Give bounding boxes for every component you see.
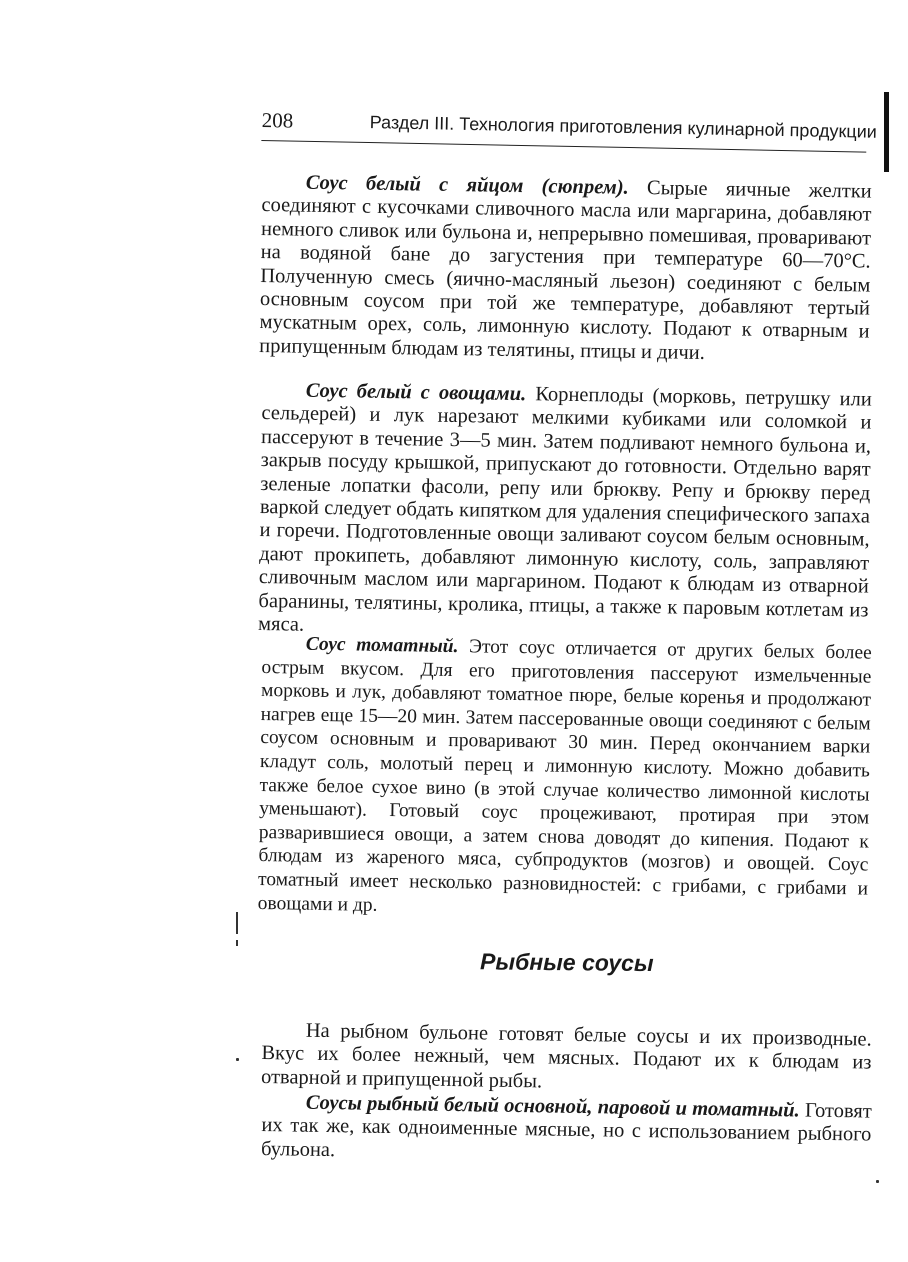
section-heading: Рыбные соусы (479, 948, 654, 977)
scan-edge-mark (884, 92, 889, 172)
scan-margin-mark (236, 912, 238, 934)
paragraph-sauce-tomato (258, 632, 872, 925)
page-number: 208 (261, 108, 294, 133)
paragraph-body: Сырые яичные желтки соединяют с кусочками сливочного масла или маргарина, добавляют немного сливок или бульона и, непрерывно помешивая, проваривают на водяной бане до загустения при температуре 60—70°С. Полученную смесь (яично-масляный льезон) соединяют с белым основным соусом при той же температуре, добавляют тертый мускатным орех, соль, лимонную кислоту. Подают к отварным и припущенным блюдам из телятины, птицы и дичи. (259, 176, 872, 364)
paragraph-title: Соус томатный. (305, 633, 459, 657)
scan-margin-mark (236, 940, 238, 946)
running-head: Раздел III. Технология приготовления кулинарной продукции (369, 112, 878, 142)
paragraph-body: Этот соус отличается от других белых более острым вкусом. Для его приготовления пассеруют измельченные морковь и лук, добавляют томатное пюре, белые коренья и продолжают нагрев еще 15—20 мин. Затем пассерованные овощи соединяют с белым соусом основным и проваривают 30 мин. Перед окончанием варки кладут соль, молотый перец и лимонную кислоту. Можно добавить также белое сухое вино (в этой случае количество лимонной кислоты уменьшают). Готовый соус процеживают, протирая при этом разварившиеся овощи, а затем снова доводят до кипения. Подают к блюдам из жареного мяса, субпродуктов (мозгов) и овощей. Соус томатный имеет несколько разновидностей: с грибами, с грибами и овощами и др. (257, 635, 872, 915)
paragraph-title: Соусы рыбный белый основной, паровой и томатный. (305, 1091, 800, 1121)
paragraph-body: На рыбном бульоне готовят белые соусы и их производные. Вкус их более нежный, чем мясных. Подают их к блюдам из отварной и припущенной рыбы. (260, 1019, 872, 1092)
scan-speck (236, 1058, 239, 1061)
paragraph-fish-sauces (261, 1091, 872, 1171)
paragraph-sauce-supreme (259, 171, 872, 368)
paragraph-body: Корнеплоды (морковь, петрушку или сельдерей) и лук нарезают мелкими кубиками или соломкой и пассеруют в течение 3—5 мин. Затем подливают немного бульона и, закрыв посуду крышкой, припускают до готовности. Отдельно варят зеленые лопатки фасоли, репу или брюкву. Репу и брюкву перед варкой следует обдать кипятком для удаления специфического запаха и горечи. Подготовленные овощи заливают соусом белым основным, дают прокипеть, добавляют лимонную кислоту, соль, заправляют сливочным маслом или маргарином. Подают к блюдам из отварной баранины, телятины, кролика, птицы, а также к паровым котлетам из мяса. (257, 382, 872, 636)
paragraph-sauce-vegetables (258, 379, 872, 646)
page-header (261, 108, 878, 156)
paragraph-title: Соус белый с овощами. (305, 379, 527, 405)
paragraph-title: Соус белый с яйцом (сюпрем). (305, 171, 629, 199)
header-rule (261, 140, 866, 153)
paragraph-body: Готовят их так же, как одноименные мясные, но с использованием рыбного бульона. (260, 1098, 872, 1161)
scan-speck (876, 1180, 879, 1183)
paragraph-fish-intro (261, 1019, 872, 1099)
